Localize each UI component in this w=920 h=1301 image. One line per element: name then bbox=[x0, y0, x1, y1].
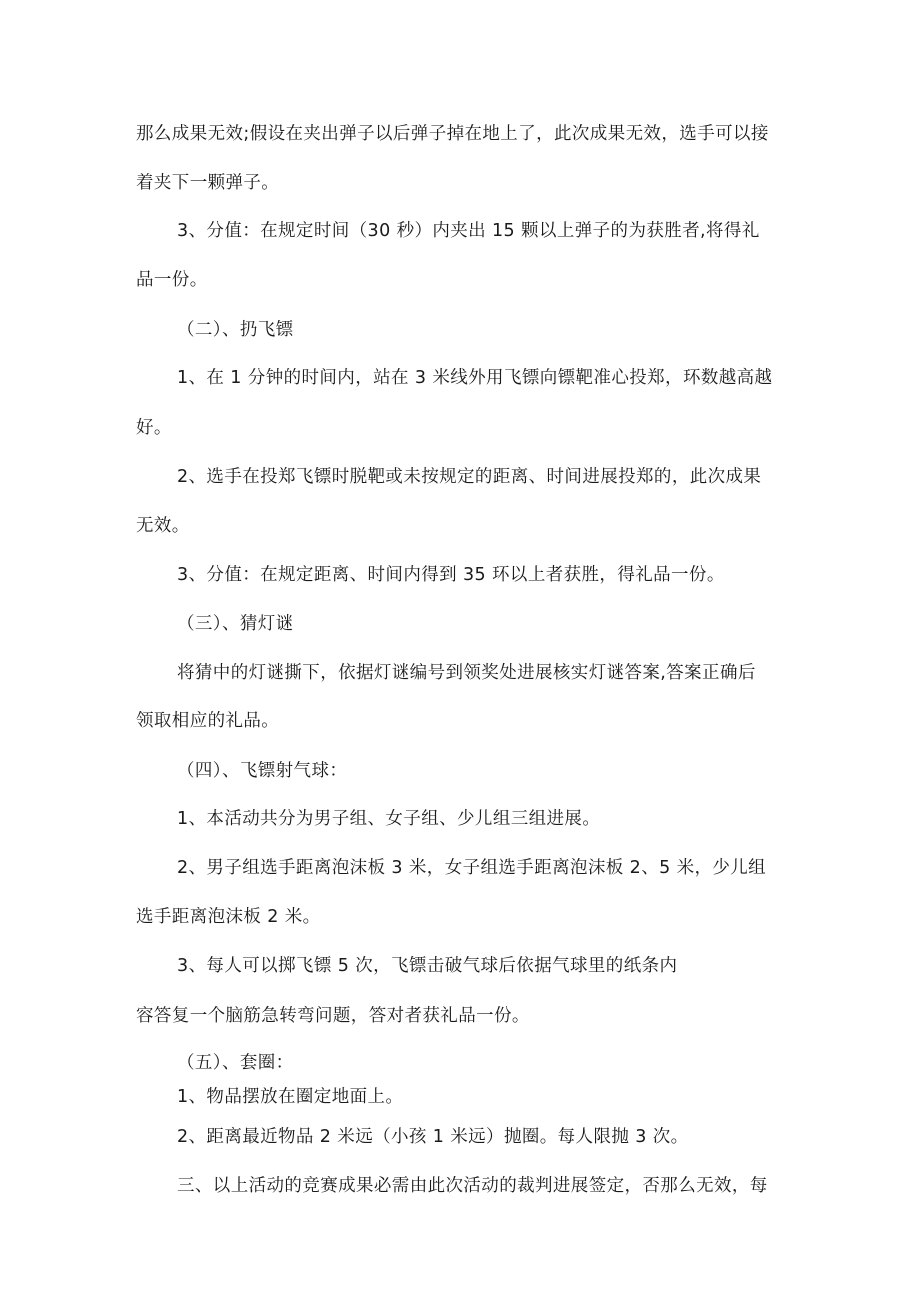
paragraph-line: 1、物品摆放在圈定地面上。 bbox=[177, 1087, 404, 1107]
paragraph-line: 3、分值：在规定距离、时间内得到 35 环以上者获胜，得礼品一份。 bbox=[177, 565, 725, 585]
paragraph-line: 1、在 1 分钟的时间内，站在 3 米线外用飞镖向镖靶准心投郑，环数越高越 bbox=[177, 368, 773, 388]
paragraph-line: 那么成果无效;假设在夹出弹子以后弹子掉在地上了，此次成果无效，选手可以接 bbox=[136, 124, 769, 144]
paragraph-line: 2、距离最近物品 2 米远（小孩 1 米远）抛圈。每人限抛 3 次。 bbox=[177, 1127, 689, 1147]
paragraph-line: 2、男子组选手距离泡沫板 3 米，女子组选手距离泡沫板 2、5 米，少儿组 bbox=[177, 858, 767, 878]
paragraph-line: 1、本活动共分为男子组、女子组、少儿组三组进展。 bbox=[177, 809, 601, 829]
paragraph-line: 选手距离泡沫板 2 米。 bbox=[136, 907, 321, 927]
paragraph-line: 好。 bbox=[136, 418, 172, 438]
section-heading: （二）、扔飞镖 bbox=[177, 320, 294, 340]
paragraph-line: 3、分值：在规定时间（30 秒）内夹出 15 颗以上弹子的为获胜者,将得礼 bbox=[177, 221, 760, 241]
paragraph-line: 品一份。 bbox=[136, 270, 208, 290]
section-heading: （五）、套圈： bbox=[177, 1053, 294, 1073]
paragraph-line: 3、每人可以掷飞镖 5 次，飞镖击破气球后依据气球里的纸条内 bbox=[177, 956, 678, 976]
paragraph-line: 2、选手在投郑飞镖时脱靶或未按规定的距离、时间进展投郑的，此次成果 bbox=[177, 467, 762, 487]
paragraph-line: 将猜中的灯谜撕下，依据灯谜编号到领奖处进展核实灯谜答案,答案正确后 bbox=[177, 663, 756, 683]
section-heading: （四）、飞镖射气球： bbox=[177, 761, 348, 781]
paragraph-line: 领取相应的礼品。 bbox=[136, 711, 280, 731]
section-heading: （三）、猜灯谜 bbox=[177, 614, 294, 634]
paragraph-line: 无效。 bbox=[136, 516, 190, 536]
paragraph-line: 三、以上活动的竞赛成果必需由此次活动的裁判进展签定，否那么无效，每 bbox=[177, 1176, 768, 1196]
paragraph-line: 着夹下一颗弹子。 bbox=[136, 173, 280, 193]
paragraph-line: 容答复一个脑筋急转弯问题，答对者获礼品一份。 bbox=[136, 1006, 530, 1026]
